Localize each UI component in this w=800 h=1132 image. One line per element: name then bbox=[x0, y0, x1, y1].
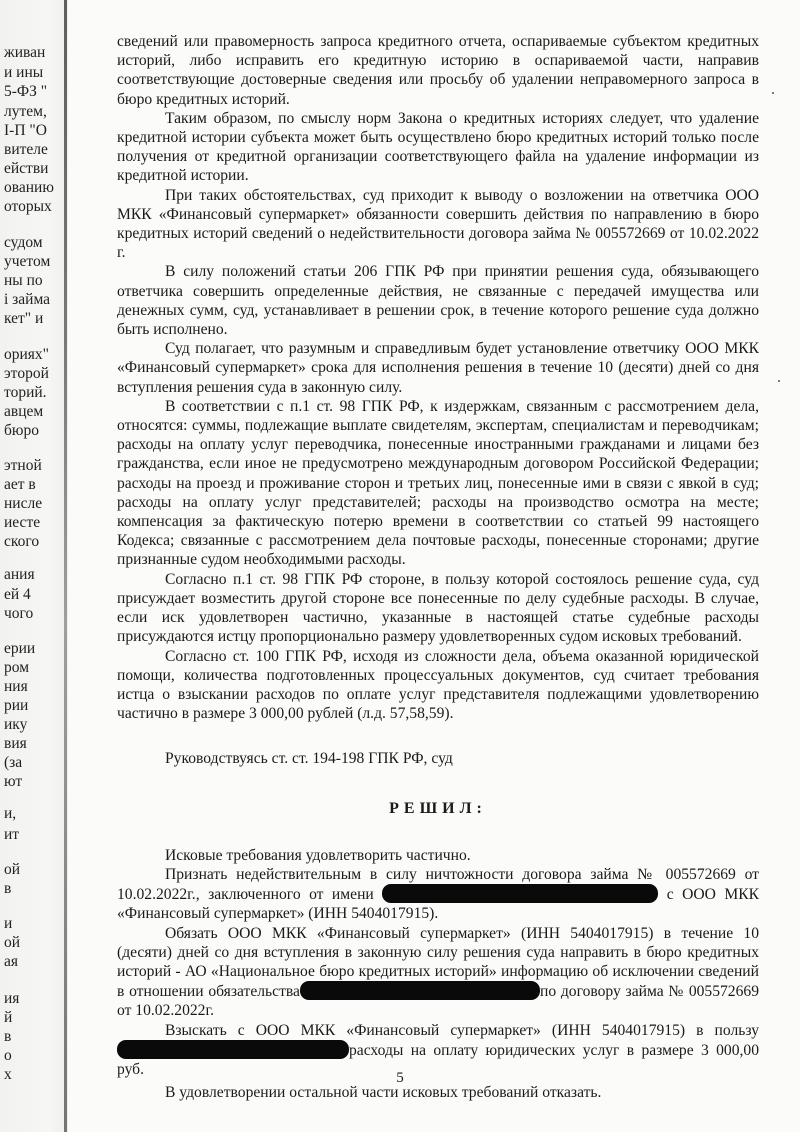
edge-fragment: (за bbox=[4, 754, 23, 771]
edge-fragment: и, bbox=[4, 805, 17, 822]
edge-fragment: иесте bbox=[4, 514, 41, 531]
edge-fragment: живан bbox=[4, 44, 46, 61]
edge-fragment: вителе bbox=[4, 141, 48, 158]
edge-fragment: ерии bbox=[4, 640, 36, 657]
page-fold-shadow bbox=[64, 0, 67, 1132]
edge-fragment: учетом bbox=[4, 253, 51, 270]
edge-fragment: в bbox=[4, 1028, 12, 1045]
edge-fragment: бюро bbox=[4, 422, 39, 439]
edge-fragment: I-П "О bbox=[4, 122, 47, 139]
decision-text: по договору займа № 005572669 от 10.02.2022г. bbox=[117, 983, 759, 1020]
edge-fragment: х bbox=[4, 1066, 12, 1083]
edge-fragment: і займа bbox=[4, 291, 51, 308]
decision-text: Обязать ООО МКК «Финансовый супермаркет» (ИНН 5404017915) в течение 10 (десяти) дней со дня вступления в законную силу решения суда направить в бюро кредитных историй - АО «Национальное бюро кредитных историй» информацию об исключении сведений в отношении обязательства bbox=[117, 924, 759, 1001]
paragraph-5: Суд полагает, что разумным и справедливым будет установление ответчику ООО МКК «Финансовый супермаркет» срока для исполнения решения в течение 10 (десяти) дней со дня вступления решения суда в законную силу. bbox=[117, 340, 759, 396]
edge-fragment: ая bbox=[4, 953, 19, 970]
decision-text: Взыскать с ООО МКК «Финансовый супермаркет» (ИНН 5404017915) в пользу bbox=[165, 1021, 759, 1039]
edge-fragment: о bbox=[4, 1047, 12, 1064]
paragraph-4: В силу положений статьи 206 ГПК РФ при принятии решения суда, обязывающего ответчика совершить определенные действия, не связанные с передачей имущества или денежных сумм, суд, устанавливает в решении срок, в течение которого решение суда должно быть исполнено. bbox=[117, 263, 759, 339]
scan-speck bbox=[778, 380, 780, 382]
redaction-bar bbox=[300, 981, 540, 1000]
edge-fragment: в bbox=[4, 880, 12, 897]
edge-fragment: и ины bbox=[4, 64, 44, 81]
edge-fragment: вия bbox=[4, 735, 27, 752]
decision-item-5: В удовлетворении остальной части исковых требований отказать. bbox=[165, 1084, 602, 1102]
document-body bbox=[117, 32, 759, 1102]
edge-fragment: ия bbox=[4, 990, 20, 1007]
decision-heading: РЕШИЛ: bbox=[389, 799, 487, 817]
edge-fragment: этной bbox=[4, 457, 42, 474]
edge-fragment: ику bbox=[4, 716, 28, 733]
redaction-bar bbox=[382, 884, 658, 903]
edge-fragment: ром bbox=[4, 659, 30, 676]
paragraph-9: Руководствуясь ст. ст. 194-198 ГПК РФ, суд bbox=[165, 750, 453, 768]
edge-fragment: ит bbox=[4, 826, 20, 843]
paragraph-3: При таких обстоятельствах, суд приходит к выводу о возложении на ответчика ООО МКК «Финансовый супермаркет» обязанности совершить действия по направлению в бюро кредитных историй сведений о недействительности договора займа № 005572669 от 10.02.2022 г. bbox=[117, 186, 759, 262]
edge-fragment: оторых bbox=[4, 198, 52, 215]
paragraph-2: Таким образом, по смыслу норм Закона о кредитных историях следует, что удаление кредитной истории субъекта может быть осуществлено бюро кредитных историй только после получения от кредитной организации соответствующего файла на удаление информации из кредитной истории. bbox=[117, 109, 759, 185]
decision-item-2 bbox=[117, 865, 759, 924]
edge-fragment: лутем, bbox=[4, 103, 47, 120]
decision-item-1: Исковые требования удовлетворить частично. bbox=[165, 846, 471, 864]
decision-text: Признать недействительным в силу ничтожности договора займа № 005572669 от 10.02.2022г., заключенного от имени bbox=[117, 865, 759, 904]
edge-fragment: судом bbox=[4, 234, 43, 251]
edge-fragment: кет" и bbox=[4, 310, 44, 327]
edge-fragment: торий. bbox=[4, 384, 47, 401]
paragraph-7: Согласно п.1 ст. 98 ГПК РФ стороне, в пользу которой состоялось решение суда, суд присуждает возместить другой стороне все понесенные по делу судебные расходы. В случае, если иск удовлетворен частично, указанные в настоящей статье судебные расходы присуждаются истцу пропорционально размеру удовлетворенных судом исковых требований. bbox=[117, 570, 759, 646]
previous-page-edge bbox=[0, 0, 68, 1132]
edge-fragment: ованию bbox=[4, 179, 54, 196]
paragraph-6: В соответствии с п.1 ст. 98 ГПК РФ, к издержкам, связанным с рассмотрением дела, относятся: суммы, подлежащие выплате свидетелям, экспертам, специалистам и переводчикам; расходы на оплату услуг переводчика, понесенные иностранными гражданами и лицами без гражданства, если иное не предусмотрено международным договором Российской Федерации; расходы на проезд и проживание сторон и третьих лиц, понесенные ими в связи с явкой в суд; расходы на оплату услуг представителей; расходы на производство осмотра на месте; компенсация за фактическую потерю времени в соответствии со статьей 99 настоящего Кодекса; связанные с рассмотрением дела почтовые расходы, понесенные сторонами; другие признанные судом необходимыми расходы. bbox=[117, 397, 759, 569]
edge-fragment: ей 4 bbox=[4, 586, 31, 603]
paragraph-1: сведений или правомерность запроса кредитного отчета, оспариваемые субъектом кредитных историй, либо исправить его кредитную историю в оспариваемой части, направив соответствующие достоверные сведения или просьбу об удалении неправомерного запроса в бюро кредитных историй. bbox=[117, 33, 759, 108]
edge-fragment: рии bbox=[4, 697, 29, 714]
edge-fragment: нисле bbox=[4, 495, 43, 512]
edge-fragment: ориях" bbox=[4, 346, 50, 363]
edge-fragment: ния bbox=[4, 678, 28, 695]
decision-text: с ООО МКК «Финансовый супермаркет» (ИНН 5404017915). bbox=[117, 886, 759, 923]
edge-fragment: ой bbox=[4, 934, 21, 951]
edge-fragment: ействи bbox=[4, 160, 49, 177]
edge-fragment: ны по bbox=[4, 272, 43, 289]
decision-text: расходы на оплату юридических услуг в размере 3 000,00 руб. bbox=[117, 1041, 759, 1078]
edge-fragment: ского bbox=[4, 533, 40, 550]
edge-fragment: й bbox=[4, 1009, 13, 1026]
edge-fragment: ания bbox=[4, 566, 35, 583]
page-number: 5 bbox=[396, 1070, 404, 1086]
paragraph-8: Согласно ст. 100 ГПК РФ, исходя из сложности дела, объема оказанной юридической помощи, количества подготовленных процессуальных документов, суд считает требования истца о взыскании расходов по оплате услуг представителя подлежащими удовлетворению частично в размере 3 000,00 рублей (л.д. 57,58,59). bbox=[117, 647, 759, 723]
edge-fragment: авцем bbox=[4, 403, 44, 420]
edge-fragment: ой bbox=[4, 861, 21, 878]
edge-fragment: чого bbox=[4, 605, 34, 622]
redaction-bar bbox=[117, 1040, 349, 1059]
edge-fragment: этoрой bbox=[4, 365, 49, 382]
decision-item-3 bbox=[117, 924, 759, 1021]
edge-fragment: и bbox=[4, 915, 13, 932]
scan-speck bbox=[772, 92, 774, 94]
edge-fragment: ает в bbox=[4, 476, 36, 493]
edge-fragment: ют bbox=[4, 773, 23, 790]
edge-fragment: 5-ФЗ " bbox=[4, 83, 48, 100]
